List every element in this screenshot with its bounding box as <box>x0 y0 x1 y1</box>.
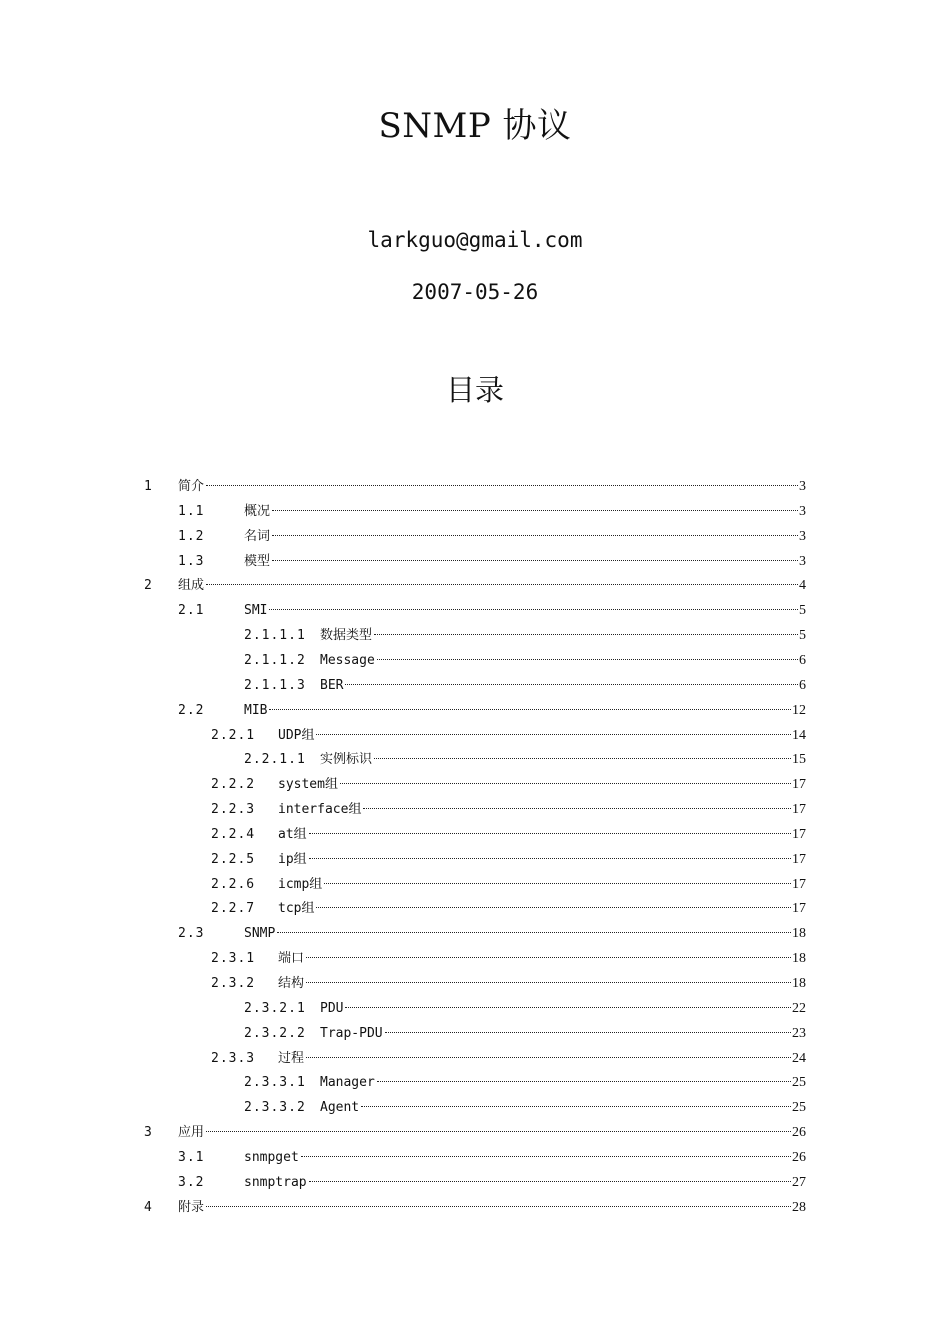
toc-entry-label: Manager <box>320 1075 375 1091</box>
toc-entry-number: 1.2 <box>178 528 205 544</box>
toc-entry-page: 5 <box>799 628 806 644</box>
toc-heading: 目录 <box>445 373 504 407</box>
toc-entry[interactable] <box>0 499 950 524</box>
toc-entry-number: 2.1.1.1 <box>244 628 306 644</box>
document-title: SNMP 协议 <box>378 106 572 146</box>
toc-entry-number: 2.2.2 <box>211 777 256 793</box>
dot-leader <box>206 1131 791 1132</box>
toc-entry[interactable] <box>0 946 950 971</box>
toc-entry[interactable] <box>0 896 950 921</box>
toc-entry-page: 18 <box>792 926 806 942</box>
toc-entry[interactable] <box>0 971 950 996</box>
toc-entry-number: 2.3.2 <box>211 976 256 991</box>
dot-leader <box>269 709 791 710</box>
dot-leader <box>206 1206 791 1207</box>
toc-entry[interactable] <box>0 698 950 723</box>
toc-entry-label: 名词 <box>244 528 271 544</box>
toc-entry[interactable] <box>0 623 950 648</box>
toc-entry-number: 1.3 <box>178 553 205 569</box>
dot-leader <box>316 734 791 735</box>
toc-entry-number: 2.3.3 <box>211 1050 256 1066</box>
toc-entry-page: 25 <box>792 1100 806 1116</box>
toc-entry-page: 17 <box>792 901 806 917</box>
toc-entry-page: 17 <box>792 777 806 793</box>
dot-leader <box>206 485 798 486</box>
toc-entry-label: 附录 <box>178 1199 205 1215</box>
dot-leader <box>309 833 791 834</box>
toc-entry-number: 3.1 <box>178 1149 205 1165</box>
toc-entry-label: BER <box>320 677 344 693</box>
toc-entry-page: 26 <box>792 1125 806 1141</box>
dot-leader <box>324 883 791 884</box>
toc-entry-number: 2.2.7 <box>211 901 256 917</box>
toc-entry-label: system组 <box>278 777 338 793</box>
document-date: 2007-05-26 <box>411 280 539 304</box>
author-email: larkguo@gmail.com <box>367 228 583 252</box>
toc-entry-number: 2.3 <box>178 926 205 942</box>
dot-leader <box>306 957 791 958</box>
toc-entry-label: interface组 <box>278 802 362 818</box>
toc-entry-number: 3 <box>144 1125 153 1141</box>
toc-entry-page: 18 <box>792 951 806 967</box>
toc-entry-page: 27 <box>792 1174 806 1190</box>
toc-entry-page: 6 <box>799 677 806 693</box>
toc-entry-number: 2.3.3.2 <box>244 1100 306 1116</box>
toc-entry-page: 4 <box>799 578 806 594</box>
dot-leader <box>306 1057 791 1058</box>
toc-entry[interactable] <box>0 772 950 797</box>
toc-entry[interactable] <box>0 797 950 822</box>
toc-entry-page: 5 <box>799 603 806 619</box>
toc-entry-label: at组 <box>278 826 307 842</box>
toc-entry-number: 2.3.2.1 <box>244 1000 306 1016</box>
toc-entry-number: 4 <box>144 1199 153 1215</box>
toc-entry-label: tcp组 <box>278 901 315 917</box>
toc-entry-label: ip组 <box>278 851 307 867</box>
toc-entry-number: 2.3.1 <box>211 951 256 967</box>
dot-leader <box>206 584 798 585</box>
toc-entry-page: 24 <box>792 1050 806 1066</box>
toc-entry-label: 简介 <box>178 479 205 494</box>
toc-entry-label: icmp组 <box>278 876 323 892</box>
toc-entry-label: 过程 <box>278 1050 305 1066</box>
toc-entry[interactable] <box>0 723 950 748</box>
dot-leader <box>361 1106 791 1107</box>
dot-leader <box>385 1032 791 1033</box>
toc-entry[interactable] <box>0 524 950 549</box>
toc-entry[interactable] <box>0 573 950 598</box>
toc-entry-page: 23 <box>792 1025 806 1041</box>
toc-entry[interactable] <box>0 1120 950 1145</box>
dot-leader <box>306 982 791 983</box>
dot-leader <box>309 1181 791 1182</box>
toc-entry-label: SMI <box>244 603 268 619</box>
toc-entry-number: 2.2.5 <box>211 851 256 867</box>
toc-entry-number: 1 <box>144 479 153 494</box>
toc-entry-page: 28 <box>792 1199 806 1215</box>
dot-leader <box>345 684 798 685</box>
toc-entry-number: 2.2 <box>178 702 205 718</box>
toc-entry[interactable] <box>0 921 950 946</box>
toc-entry[interactable] <box>0 1070 950 1095</box>
toc-entry-number: 2.2.6 <box>211 876 256 892</box>
toc-entry-page: 3 <box>799 528 806 544</box>
toc-entry[interactable] <box>0 996 950 1021</box>
toc-entry-label: 端口 <box>278 951 305 967</box>
dot-leader <box>272 560 798 561</box>
toc-entry[interactable] <box>0 549 950 574</box>
toc-entry-label: 实例标识 <box>320 752 373 768</box>
toc-entry-label: PDU <box>320 1000 344 1016</box>
toc-entry[interactable] <box>0 1170 950 1195</box>
toc-entry-number: 2.3.2.2 <box>244 1025 306 1041</box>
toc-entry-number: 2 <box>144 578 153 594</box>
toc-entry-label: snmpget <box>244 1149 299 1165</box>
toc-entry-page: 18 <box>792 976 806 991</box>
toc-entry[interactable] <box>0 1095 950 1120</box>
dot-leader <box>377 659 798 660</box>
toc-entry[interactable] <box>0 598 950 623</box>
toc-entry[interactable] <box>0 1195 950 1220</box>
toc-entry-label: UDP组 <box>278 727 315 743</box>
toc-entry-page: 3 <box>799 479 806 494</box>
toc-entry-number: 3.2 <box>178 1174 205 1190</box>
toc-entry-number: 2.2.4 <box>211 826 256 842</box>
toc-entry[interactable] <box>0 872 950 897</box>
toc-entry-page: 26 <box>792 1149 806 1165</box>
toc-entry-number: 2.1.1.2 <box>244 652 306 668</box>
toc-entry-page: 25 <box>792 1075 806 1091</box>
toc-entry-label: 应用 <box>178 1125 205 1141</box>
toc-entry-number: 2.3.3.1 <box>244 1075 306 1091</box>
toc-entry-page: 12 <box>792 702 806 718</box>
toc-entry-number: 2.1 <box>178 603 205 619</box>
dot-leader <box>301 1156 791 1157</box>
toc-entry-label: 组成 <box>178 578 205 594</box>
toc-entry-page: 17 <box>792 851 806 867</box>
toc-entry-label: snmptrap <box>244 1174 307 1190</box>
toc-entry-page: 6 <box>799 652 806 668</box>
toc-entry-number: 2.1.1.3 <box>244 677 306 693</box>
toc-entry-label: SNMP <box>244 926 276 942</box>
dot-leader <box>269 609 798 610</box>
dot-leader <box>272 510 798 511</box>
dot-leader <box>272 535 798 536</box>
toc-entry[interactable] <box>0 747 950 772</box>
toc-entry-page: 3 <box>799 553 806 569</box>
toc-entry[interactable] <box>0 1145 950 1170</box>
toc-entry-label: Agent <box>320 1100 360 1116</box>
toc-entry-number: 1.1 <box>178 503 205 519</box>
toc-entry-label: 概况 <box>244 503 271 519</box>
toc-entry-label: 模型 <box>244 553 271 569</box>
dot-leader <box>277 932 791 933</box>
toc-entry-label: MIB <box>244 702 268 718</box>
toc-entry-number: 2.2.3 <box>211 802 256 818</box>
toc-entry[interactable] <box>0 822 950 847</box>
dot-leader <box>374 758 791 759</box>
toc-entry-label: 数据类型 <box>320 628 373 644</box>
toc-entry-label: Trap-PDU <box>320 1025 383 1041</box>
toc-entry-page: 14 <box>792 727 806 743</box>
toc-entry-page: 15 <box>792 752 806 768</box>
toc-entry-page: 3 <box>799 503 806 519</box>
toc-entry-page: 17 <box>792 826 806 842</box>
toc-entry[interactable] <box>0 648 950 673</box>
toc-entry-page: 17 <box>792 876 806 892</box>
dot-leader <box>316 907 791 908</box>
toc-entry[interactable] <box>0 1046 950 1071</box>
dot-leader <box>309 858 791 859</box>
toc-entry[interactable] <box>0 1021 950 1046</box>
toc-entry-label: Message <box>320 652 375 668</box>
dot-leader <box>340 783 791 784</box>
dot-leader <box>363 808 791 809</box>
dot-leader <box>377 1081 791 1082</box>
dot-leader <box>374 634 798 635</box>
toc-entry-number: 2.2.1.1 <box>244 752 306 768</box>
toc-entry-page: 22 <box>792 1000 806 1016</box>
toc-entry[interactable] <box>0 673 950 698</box>
toc-entry[interactable] <box>0 474 950 499</box>
toc-entry-page: 17 <box>792 802 806 818</box>
toc-entry-label: 结构 <box>278 976 305 991</box>
toc-entry-number: 2.2.1 <box>211 727 256 743</box>
toc-entry[interactable] <box>0 847 950 872</box>
dot-leader <box>345 1007 791 1008</box>
